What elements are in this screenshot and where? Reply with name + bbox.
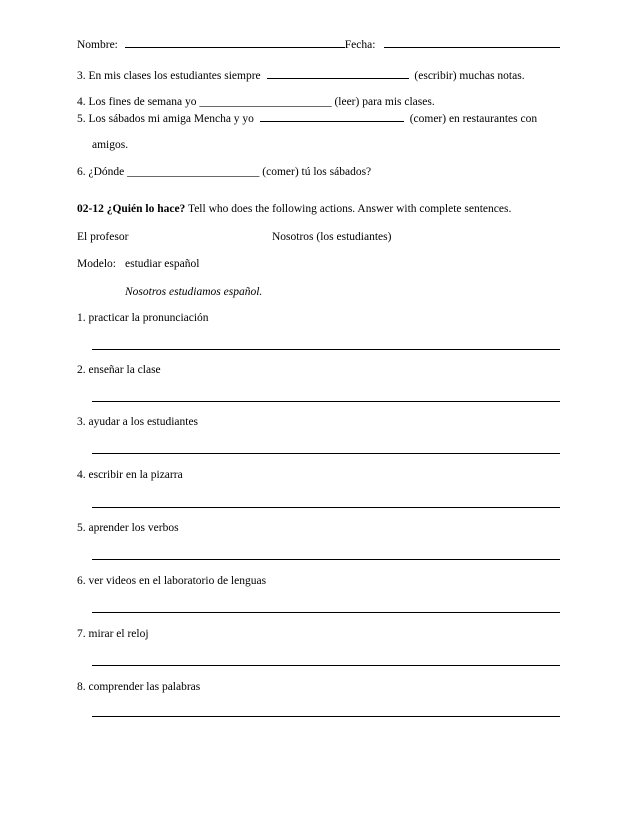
date-label: Fecha:	[344, 39, 376, 51]
item-5-prompt: 5. aprender los verbos	[77, 522, 179, 534]
date-blank[interactable]	[384, 36, 560, 48]
subject-option-nosotros: Nosotros (los estudiantes)	[272, 231, 392, 243]
item-2-answer-line[interactable]	[92, 401, 560, 402]
item-8-prompt: 8. comprender las palabras	[77, 681, 201, 693]
prev-item-4	[77, 95, 435, 109]
item-6-answer-line[interactable]	[92, 612, 560, 613]
item-3-prompt: 3. ayudar a los estudiantes	[77, 416, 199, 428]
item-6-prompt: 6. ver videos en el laboratorio de lenguas	[77, 575, 267, 587]
prev-item-4-verb: (leer) para mis clases.	[334, 96, 435, 108]
prev-item-5-verb: (comer) en restaurantes con	[409, 113, 538, 125]
model-prompt: estudiar español	[125, 258, 200, 270]
prev-item-4-blank[interactable]: _______________________	[199, 96, 332, 108]
item-5-answer-line[interactable]	[92, 559, 560, 560]
model-answer	[125, 285, 262, 299]
exercise-instructions: Tell who does the following actions. Answer with complete sentences.	[187, 203, 512, 215]
prev-item-6	[77, 165, 371, 179]
exercise-title: ¿Quién lo hace?	[106, 203, 186, 215]
exercise-heading	[77, 202, 511, 216]
name-label: Nombre:	[77, 39, 118, 51]
prev-item-3-text: 3. En mis clases los estudiantes siempre	[77, 70, 261, 82]
prev-item-5-blank[interactable]	[260, 110, 404, 122]
prev-item-5-text: 5. Los sábados mi amiga Mencha y yo	[77, 113, 254, 125]
item-3-answer-line[interactable]	[92, 453, 560, 454]
prev-item-3-blank[interactable]	[267, 67, 409, 79]
prev-item-3-verb: (escribir) muchas notas.	[414, 70, 525, 82]
prev-item-5	[77, 110, 537, 126]
item-7-prompt: 7. mirar el reloj	[77, 628, 149, 640]
item-4-prompt: 4. escribir en la pizarra	[77, 469, 183, 481]
item-8-answer-line[interactable]	[92, 716, 560, 717]
model-answer-text: Nosotros estudiamos español.	[125, 286, 263, 298]
model-label: Modelo:	[77, 258, 116, 270]
prev-item-6-blank[interactable]: _______________________	[127, 166, 260, 178]
item-7-answer-line[interactable]	[92, 665, 560, 666]
prev-item-4-text: 4. Los fines de semana yo	[77, 96, 197, 108]
exercise-number: 02-12	[77, 203, 104, 215]
name-blank[interactable]	[125, 36, 345, 48]
item-2-prompt: 2. enseñar la clase	[77, 364, 161, 376]
item-1-answer-line[interactable]	[92, 349, 560, 350]
prev-item-5-continuation: amigos.	[92, 139, 129, 151]
prev-item-3	[77, 67, 525, 83]
prev-item-6-verb: (comer) tú los sábados?	[262, 166, 372, 178]
item-4-answer-line[interactable]	[92, 507, 560, 508]
prev-item-6-text: 6. ¿Dónde	[77, 166, 125, 178]
subject-option-profesor: El profesor	[77, 231, 129, 243]
item-1-prompt: 1. practicar la pronunciación	[77, 312, 209, 324]
header-line	[77, 36, 560, 52]
